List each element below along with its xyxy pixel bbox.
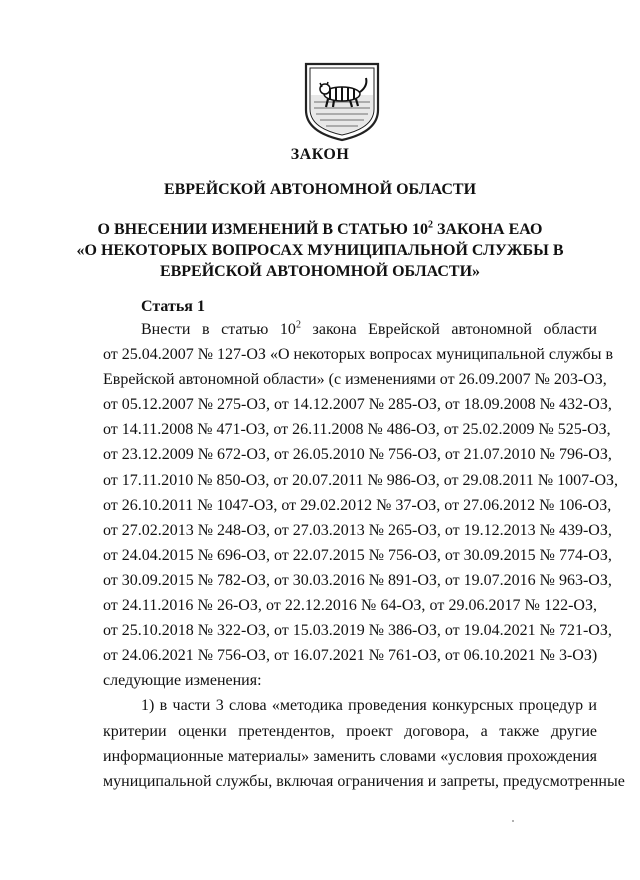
body-line: от 24.04.2015 № 696-ОЗ, от 22.07.2015 № 756-ОЗ, от 30.09.2015 № 774-ОЗ, (103, 546, 612, 564)
body-line: от 26.10.2011 № 1047-ОЗ, от 29.02.2012 № 37-ОЗ, от 27.06.2012 № 106-ОЗ, (103, 496, 612, 514)
body-line: от 24.06.2021 № 756-ОЗ, от 16.07.2021 № 761-ОЗ, от 06.10.2021 № 3-ОЗ) (103, 647, 598, 665)
body-line: от 25.04.2007 № 127-ОЗ «О некоторых вопросах муниципальной службы в (103, 346, 613, 364)
document-title: ЗАКОН (290, 146, 350, 163)
body-line: следующие изменения: (103, 672, 262, 690)
item-1-line: информационные материалы» заменить словами «условия прохождения (103, 747, 597, 765)
article-body (103, 317, 625, 794)
body-line: от 17.11.2010 № 850-ОЗ, от 20.07.2011 № 986-ОЗ, от 29.08.2011 № 1007-ОЗ, (103, 471, 619, 489)
body-line: от 23.12.2009 № 672-ОЗ, от 26.05.2010 № 756-ОЗ, от 21.07.2010 № 796-ОЗ, (103, 446, 612, 464)
item-1-line: муниципальной службы, включая ограничения и запреты, предусмотренные (103, 772, 625, 790)
law-subtitle (0, 215, 640, 282)
item-1-line: критерии оценки претендентов, проект договора, а также другие (103, 722, 597, 740)
body-line: от 24.11.2016 № 26-ОЗ, от 22.12.2016 № 64-ОЗ, от 29.06.2017 № 122-ОЗ, (103, 597, 597, 615)
body-line: Еврейской автономной области» (с изменениями от 26.09.2007 № 203-ОЗ, (103, 371, 607, 389)
body-line: от 05.12.2007 № 275-ОЗ, от 14.12.2007 № 285-ОЗ, от 18.09.2008 № 432-ОЗ, (103, 396, 612, 414)
scan-speck (512, 820, 514, 822)
region-title: ЕВРЕЙСКОЙ АВТОНОМНОЙ ОБЛАСТИ (163, 181, 477, 198)
article-heading: Статья 1 (141, 298, 205, 315)
body-line: от 14.11.2008 № 471-ОЗ, от 26.11.2008 № 486-ОЗ, от 25.02.2009 № 525-ОЗ, (103, 421, 611, 439)
subtitle-line-1: О ВНЕСЕНИИ ИЗМЕНЕНИЙ В СТАТЬЮ $10^2$ ЗАКОНА ЕАО (97, 220, 543, 239)
body-line: Внести в статью $10^2$ закона Еврейской автономной области (141, 319, 597, 338)
body-line: от 27.02.2013 № 248-ОЗ, от 27.03.2013 № 265-ОЗ, от 19.12.2013 № 439-ОЗ, (103, 521, 612, 539)
item-1-line: 1) в части 3 слова «методика проведения конкурсных процедур и (141, 697, 597, 715)
subtitle-line-2: «О НЕКОТОРЫХ ВОПРОСАХ МУНИЦИПАЛЬНОЙ СЛУЖБЫ В (76, 242, 564, 260)
body-line: от 25.10.2018 № 322-ОЗ, от 15.03.2019 № 386-ОЗ, от 19.04.2021 № 721-ОЗ, (103, 622, 612, 640)
subtitle-line-3: ЕВРЕЙСКОЙ АВТОНОМНОЙ ОБЛАСТИ» (159, 263, 481, 281)
body-line: от 30.09.2015 № 782-ОЗ, от 30.03.2016 № 891-ОЗ, от 19.07.2016 № 963-ОЗ, (103, 571, 612, 589)
coat-of-arms-tiger-icon (300, 58, 384, 144)
